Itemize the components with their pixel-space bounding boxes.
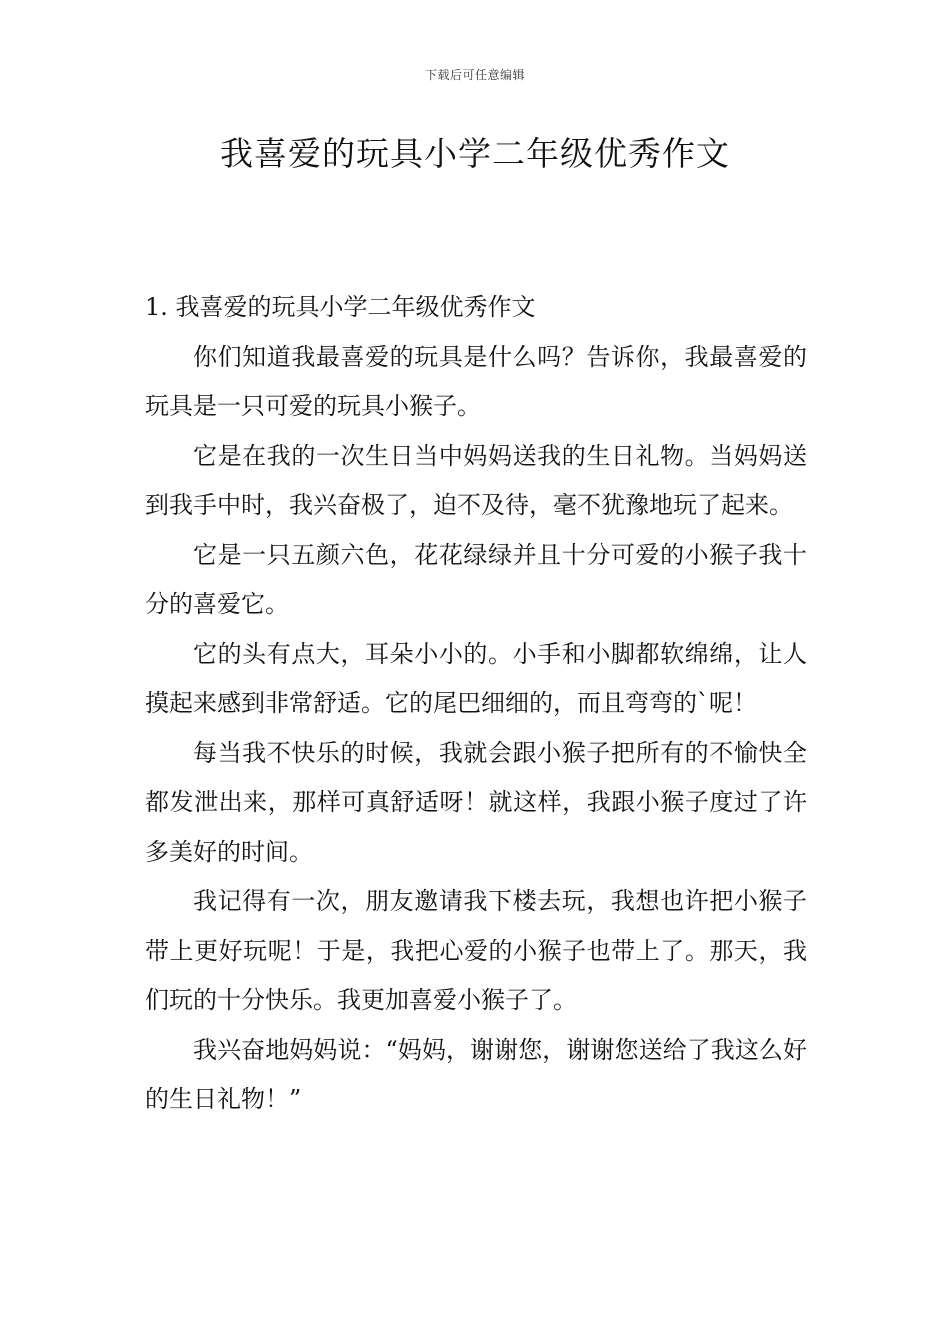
- paragraph: 你们知道我最喜爱的玩具是什么吗？告诉你，我最喜爱的玩具是一只可爱的玩具小猴子。: [145, 342, 807, 420]
- section-heading: 1. 我喜爱的玩具小学二年级优秀作文: [145, 293, 536, 321]
- paragraph: 它是一只五颜六色，花花绿绿并且十分可爱的小猴子我十分的喜爱它。: [145, 540, 807, 618]
- header-note: 下载后可任意编辑: [424, 68, 525, 82]
- paragraph: 我记得有一次，朋友邀请我下楼去玩，我想也许把小猴子带上更好玩呢！于是，我把心爱的小猴子也带上了。那天，我们玩的十分快乐。我更加喜爱小猴子了。: [145, 887, 807, 1014]
- paragraph: 它是在我的一次生日当中妈妈送我的生日礼物。当妈妈送到我手中时，我兴奋极了，迫不及待，毫不犹豫地玩了起来。: [145, 441, 807, 519]
- paragraph: 每当我不快乐的时候，我就会跟小猴子把所有的不愉快全都发泄出来，那样可真舒适呀！就这样，我跟小猴子度过了许多美好的时间。: [145, 738, 807, 866]
- paragraph: 它的头有点大，耳朵小小的。小手和小脚都软绵绵，让人摸起来感到非常舒适。它的尾巴细细的，而且弯弯的`呢！: [145, 639, 807, 717]
- document-title: 我喜爱的玩具小学二年级优秀作文: [220, 134, 730, 173]
- document-body: [145, 283, 807, 1125]
- paragraph: 我兴奋地妈妈说：“妈妈，谢谢您，谢谢您送给了我这么好的生日礼物！”: [145, 1035, 807, 1113]
